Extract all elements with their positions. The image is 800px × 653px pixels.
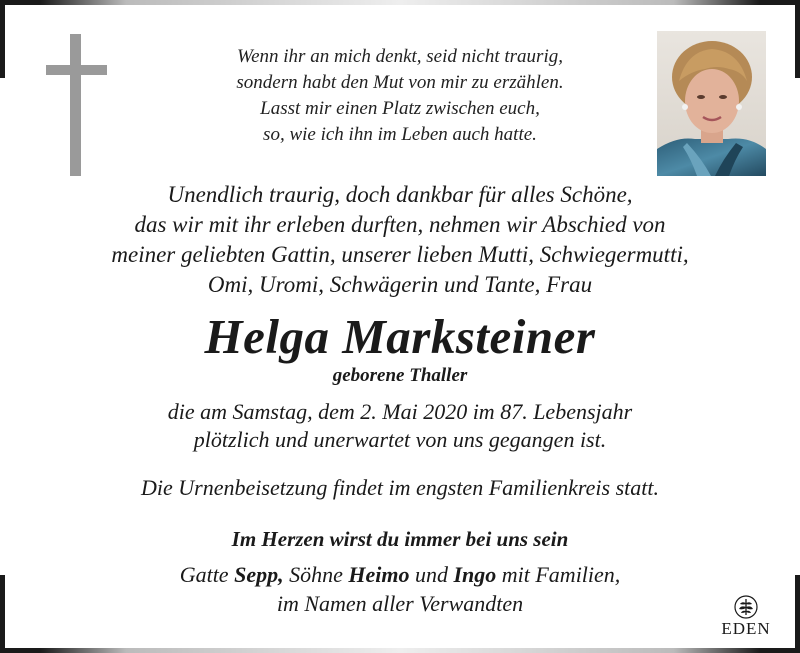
burial-info: Die Urnenbeisetzung findet im engsten Familienkreis statt. (141, 475, 659, 500)
farewell-line: Omi, Uromi, Schwägerin und Tante, Frau (207, 272, 593, 297)
signer-text: Gatte (179, 562, 235, 587)
poem-line: so, wie ich ihn im Leben auch hatte. (263, 124, 537, 145)
corner-mark (760, 648, 800, 653)
signers (0, 560, 800, 618)
death-notice-line: plötzlich und unerwartet von uns gegangen ist. (193, 427, 607, 452)
motto: Im Herzen wirst du immer bei uns sein (231, 527, 569, 551)
signer-name: Ingo (453, 562, 497, 587)
poem-line: Wenn ihr an mich denkt, seid nicht traurig, (237, 46, 563, 67)
maiden-name: geborene Thaller (332, 365, 468, 386)
death-notice (0, 398, 800, 454)
signer-name: Heimo (348, 562, 410, 587)
signer-name: Sepp, (234, 562, 284, 587)
signers-line: im Namen aller Verwandten (276, 591, 524, 616)
top-border (40, 0, 760, 5)
logo-text: EDEN (721, 619, 771, 638)
farewell-line: Unendlich traurig, doch dankbar für alles Schöne, (167, 182, 633, 207)
leaf-emblem-icon (734, 595, 758, 619)
signers-line (0, 560, 800, 589)
farewell-line: meiner geliebten Gattin, unserer lieben Mutti, Schwiegermutti, (111, 242, 689, 267)
poem (0, 44, 800, 148)
corner-mark (0, 0, 40, 5)
farewell-line: das wir mit ihr erleben durften, nehmen wir Abschied von (134, 212, 666, 237)
bottom-border (40, 648, 760, 653)
corner-mark (0, 648, 40, 653)
poem-line: Lasst mir einen Platz zwischen euch, (260, 98, 540, 119)
farewell-text (0, 180, 800, 300)
eden-logo (716, 595, 776, 643)
signer-text: Söhne (283, 562, 349, 587)
corner-mark (760, 0, 800, 5)
death-notice-line: die am Samstag, dem 2. Mai 2020 im 87. Lebensjahr (167, 399, 633, 424)
poem-line: sondern habt den Mut von mir zu erzählen. (236, 72, 564, 93)
signer-text: und (409, 562, 454, 587)
signer-text: mit Familien, (496, 562, 621, 587)
deceased-name: Helga Marksteiner (204, 309, 596, 364)
